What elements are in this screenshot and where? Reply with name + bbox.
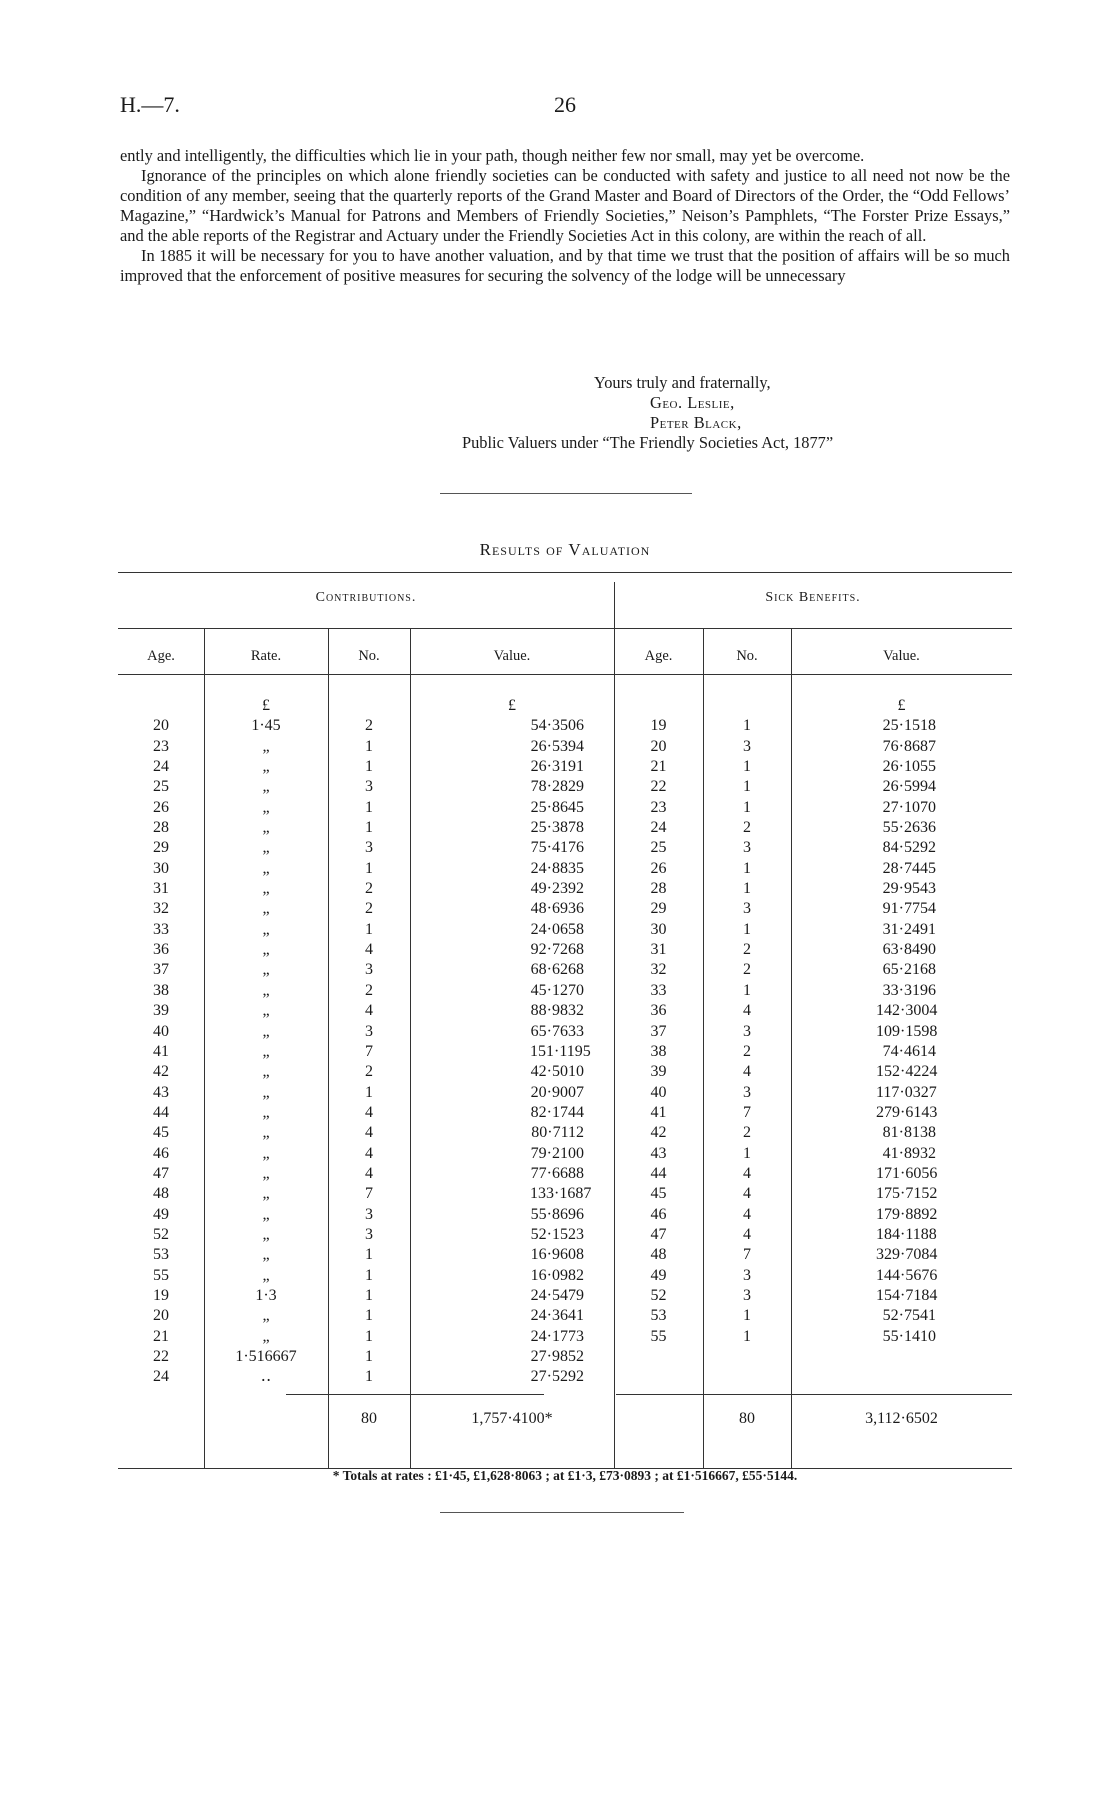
contrib-age-cell: 53 (153, 1246, 169, 1264)
sick-value-cell: 91·7754 (882, 900, 936, 918)
contrib-age-cell: 20 (153, 1307, 169, 1325)
contrib-value-cell: 42·5010 (530, 1063, 584, 1081)
contrib-rate-cell: „ (262, 1083, 270, 1101)
sick-value-cell: 154·7184 (876, 1286, 938, 1304)
value-currency: £ (508, 697, 516, 714)
sick-value-cells (876, 716, 938, 1347)
sick-age-cell: 26 (650, 859, 667, 877)
contrib-no-cell: 2 (365, 880, 373, 898)
contrib-rate-column (204, 696, 328, 1388)
contrib-rate-cell: „ (262, 920, 270, 938)
sick-value-cell: 41·8932 (882, 1144, 936, 1162)
header-no: No. (358, 648, 380, 664)
sick-age-cell: 23 (650, 798, 667, 816)
contrib-no-cell: 7 (365, 1185, 373, 1203)
contrib-total-no: 80 (361, 1410, 377, 1427)
contrib-rate-cell: 1·45 (251, 717, 281, 735)
contrib-no-cell: 4 (365, 1002, 373, 1020)
sick-no-cell: 3 (743, 839, 751, 857)
contrib-rate-cell: „ (262, 1103, 270, 1121)
contrib-rate-cell: „ (262, 981, 270, 999)
sick-age-cell: 36 (650, 1002, 667, 1020)
sick-value-cell: 279·6143 (876, 1103, 938, 1121)
sick-value-cell: 117·0327 (876, 1083, 937, 1101)
subheader-rule (118, 674, 1012, 675)
contrib-age-cell: 28 (153, 819, 169, 837)
sick-age-cell: 25 (650, 839, 667, 857)
contrib-age-cell: 46 (153, 1144, 169, 1162)
contrib-no-cell: 4 (365, 941, 373, 959)
body-text (120, 146, 1010, 286)
contrib-rate-cell: „ (262, 1266, 270, 1284)
sick-no-cell: 1 (743, 717, 751, 735)
sick-age-cell: 55 (650, 1327, 667, 1345)
contrib-rate-cell: „ (262, 1185, 270, 1203)
contrib-value-cell: 92·7268 (530, 941, 584, 959)
page-number: 26 (554, 92, 576, 117)
sick-age-cell: 20 (650, 737, 667, 755)
contrib-no-cell: 1 (365, 798, 373, 816)
contrib-age-cell: 55 (153, 1266, 169, 1284)
contrib-rate-cell: „ (262, 798, 270, 816)
contrib-value-cell: 24·8835 (530, 859, 584, 877)
sick-no-cell: 3 (743, 1266, 751, 1284)
header-age-2: Age. (644, 648, 673, 664)
contrib-no-cell: 1 (365, 859, 373, 877)
paragraph-2: Ignorance of the principles on which alone friendly societies can be conducted with safety and justice to all need not now be the condition of any member, seeing that the quarterly reports of the Grand Master and Board of Directors of the Order, the “Odd Fellows’ Magazine,” “Hardwick’s Manual for Patrons and Members of Friendly Societies,” Neison’s Pamphlets, “The Forster Prize Essays,” and the able reports of the Registrar and Actuary under the Friendly Societies Act in this colony, are within the reach of all. (120, 166, 1010, 245)
contrib-rate-cell: „ (262, 778, 270, 796)
contrib-rate-cell: ‥ (260, 1368, 272, 1386)
header-value: Value. (493, 648, 531, 664)
sick-value-cell: 81·8138 (882, 1124, 936, 1142)
sick-age-cell: 37 (650, 1022, 667, 1040)
contrib-rate-cell: „ (262, 1327, 270, 1345)
contrib-age-cell: 38 (153, 981, 169, 999)
contrib-rate-cell: „ (262, 880, 270, 898)
sick-age-cell: 24 (650, 819, 667, 837)
contrib-value-cell: 77·6688 (530, 1164, 584, 1182)
contrib-value-cell: 88·9832 (530, 1002, 584, 1020)
contrib-value-cell: 27·5292 (530, 1368, 584, 1386)
sick-no-cell: 1 (743, 1307, 751, 1325)
contrib-rate-cell: „ (262, 1225, 270, 1243)
contrib-age-cell: 52 (153, 1225, 169, 1243)
sick-no-cell: 7 (743, 1246, 751, 1264)
sick-age-cell: 42 (650, 1124, 667, 1142)
sick-total-value: 3,112·6502 (865, 1410, 938, 1427)
sick-no-cell: 4 (743, 1164, 751, 1182)
contrib-no-cell: 1 (365, 1348, 373, 1365)
contrib-value-cell: 65·7633 (530, 1022, 584, 1040)
sick-total-rule (616, 1394, 1012, 1395)
contrib-value-cell: 79·2100 (530, 1144, 584, 1162)
sick-value-cell: 26·5994 (882, 778, 936, 796)
contrib-rate-cell: „ (262, 1164, 270, 1182)
sick-no-cell: 1 (743, 981, 751, 999)
contrib-no-cell: 4 (365, 1164, 373, 1182)
contrib-no-cell: 4 (365, 1144, 373, 1162)
contrib-no-cell: 1 (365, 1083, 373, 1101)
sick-no-cell: 4 (743, 1063, 751, 1081)
contrib-rate-cell: „ (262, 1205, 270, 1223)
contrib-value-cell: 24·3641 (530, 1307, 584, 1325)
sick-age-cell: 52 (650, 1286, 667, 1304)
contrib-no-cell: 1 (365, 1246, 373, 1264)
sick-age-column (614, 696, 703, 1347)
contrib-value-cells (530, 716, 592, 1387)
contrib-age-cell: 29 (153, 839, 169, 857)
contrib-no-cell: 1 (365, 758, 373, 776)
contrib-age-cell: 41 (153, 1042, 169, 1060)
contrib-rate-cell: „ (262, 1042, 270, 1060)
contrib-rate-cell: „ (262, 1063, 270, 1081)
paragraph-3: In 1885 it will be necessary for you to have another valuation, and by that time we trust that the position of affairs will be so much improved that the enforcement of positive measures for securing the solvency of the lodge will be unnecessary (120, 246, 1010, 285)
sick-value-cell: 27·1070 (882, 798, 936, 816)
contrib-age-cell: 49 (153, 1205, 169, 1223)
contrib-age-column (118, 696, 204, 1388)
contrib-age-cell: 24 (153, 1368, 169, 1386)
sick-no-cell: 3 (743, 1286, 751, 1304)
contrib-age-cell: 37 (153, 961, 169, 979)
contrib-age-cell: 31 (153, 880, 169, 898)
sick-no-cell: 3 (743, 1083, 751, 1101)
contrib-total-rule (286, 1394, 544, 1395)
contrib-age-cell: 26 (153, 798, 169, 816)
sick-no-cell: 2 (743, 941, 751, 959)
sick-age-cell: 32 (650, 961, 667, 979)
contrib-total-value: 1,757·4100* (471, 1410, 553, 1427)
contrib-age-cell: 36 (153, 941, 169, 959)
contrib-value-column (410, 696, 614, 716)
sick-value-column (791, 696, 1012, 716)
sick-no-cell: 1 (743, 758, 751, 776)
contrib-no-cell: 3 (365, 1205, 373, 1223)
contrib-rate-cell: 1·3 (255, 1286, 277, 1304)
contrib-age-cell: 44 (153, 1103, 169, 1121)
sick-age-cell: 53 (650, 1307, 667, 1325)
sick-no-cell: 7 (743, 1103, 751, 1121)
signer-title: Public Valuers under “The Friendly Societies Act, 1877” (462, 433, 834, 452)
contrib-no-cell: 3 (365, 1022, 373, 1040)
rate-currency: £ (262, 697, 270, 714)
sick-age-cell: 30 (650, 920, 667, 938)
contrib-value-cell: 82·1744 (530, 1103, 584, 1121)
contrib-value-cell: 24·0658 (530, 920, 584, 938)
sick-age-cell: 47 (650, 1225, 667, 1243)
sick-no-cell: 2 (743, 819, 751, 837)
contrib-age-cell: 47 (153, 1164, 169, 1182)
sick-age-cell: 33 (650, 981, 667, 999)
contrib-rate-cell: „ (262, 737, 270, 755)
contrib-no-cell: 7 (365, 1042, 373, 1060)
contrib-age-cell: 39 (153, 1002, 169, 1020)
sick-value-cell: 329·7084 (876, 1246, 938, 1264)
contrib-no-cell: 2 (365, 900, 373, 918)
sick-age-cell: 49 (650, 1266, 667, 1284)
contrib-value-cell: 68·6268 (530, 961, 584, 979)
sick-age-cell: 19 (650, 717, 667, 735)
contrib-no-cell: 3 (365, 1225, 373, 1243)
signer-1: Geo. Leslie, (650, 393, 735, 412)
paragraph-1: ently and intelligently, the difficulties which lie in your path, though neither few nor small, may yet be overcome. (120, 146, 865, 165)
sick-value-cell: 25·1518 (882, 717, 936, 735)
sick-no-cell: 4 (743, 1225, 751, 1243)
sick-age-cell: 44 (650, 1164, 667, 1182)
contrib-value-cell: 54·3506 (530, 717, 584, 735)
contrib-age-cell: 25 (153, 778, 169, 796)
divider-top (440, 493, 692, 494)
sick-age-cell: 29 (650, 900, 667, 918)
sick-no-cell: 4 (743, 1185, 751, 1203)
contrib-age-cell: 45 (153, 1124, 169, 1142)
sick-no-cell: 3 (743, 1022, 751, 1040)
header-value-2: Value. (883, 648, 920, 664)
sick-age-cell: 28 (650, 880, 667, 898)
sick-no-cell: 1 (743, 1144, 751, 1162)
sick-no-cell: 1 (743, 798, 751, 816)
contrib-age-cell: 20 (153, 717, 169, 735)
contrib-age-cell: 22 (153, 1348, 169, 1365)
contrib-rate-cell: 1·516667 (235, 1348, 297, 1365)
sick-no-cell: 4 (743, 1205, 751, 1223)
sick-no-cell: 1 (743, 920, 751, 938)
sick-value-cell: 28·7445 (882, 859, 936, 877)
contrib-age-cell: 43 (153, 1083, 169, 1101)
contrib-rate-cell: „ (262, 1144, 270, 1162)
divider-bottom (440, 1512, 684, 1513)
sick-age-cell: 40 (650, 1083, 667, 1101)
contrib-rate-cell: „ (262, 1307, 270, 1325)
contrib-age-cell: 40 (153, 1022, 169, 1040)
contrib-rate-cell: „ (262, 758, 270, 776)
contrib-value-cell: 49·2392 (530, 880, 584, 898)
sick-value-cell: 55·2636 (882, 819, 936, 837)
sick-age-cell: 38 (650, 1042, 667, 1060)
sick-value-cell: 109·1598 (876, 1022, 938, 1040)
contrib-no-cell: 4 (365, 1103, 373, 1121)
sick-no-cell: 2 (743, 961, 751, 979)
sick-no-cell: 1 (743, 778, 751, 796)
sick-no-cell: 1 (743, 1327, 751, 1345)
sick-value-cell: 31·2491 (882, 920, 936, 938)
sick-no-cell: 4 (743, 1002, 751, 1020)
contrib-age-cell: 48 (153, 1185, 169, 1203)
sick-no-cell: 2 (743, 1042, 751, 1060)
sick-age-cell: 46 (650, 1205, 667, 1223)
signature-block (120, 373, 1010, 453)
contrib-no-cell: 1 (365, 1266, 373, 1284)
contrib-age-cell: 33 (153, 920, 169, 938)
sick-no-cell: 1 (743, 859, 751, 877)
header-rate: Rate. (250, 648, 282, 664)
sick-value-cell: 142·3004 (876, 1002, 938, 1020)
contrib-value-cell: 16·9608 (530, 1246, 584, 1264)
sick-value-cell: 179·8892 (876, 1205, 938, 1223)
page-header (120, 92, 1010, 122)
sick-value-cell: 152·4224 (876, 1063, 938, 1081)
contrib-rate-cell: „ (262, 1002, 270, 1020)
contributions-heading: Contributions. (315, 590, 417, 605)
contrib-value-cell: 24·5479 (530, 1286, 584, 1304)
sick-total-no: 80 (739, 1410, 755, 1427)
valuation-table (118, 572, 1012, 1472)
contrib-age-cell: 30 (153, 859, 169, 877)
contrib-value-cell: 55·8696 (530, 1205, 584, 1223)
sick-age-cell: 43 (650, 1144, 667, 1162)
sick-value-cell: 76·8687 (882, 737, 936, 755)
contrib-age-cell: 19 (153, 1286, 169, 1304)
contrib-value-cell: 78·2829 (530, 778, 584, 796)
sick-value-cell: 26·1055 (882, 758, 936, 776)
contrib-rate-cell: „ (262, 839, 270, 857)
contrib-rate-cell: „ (262, 941, 270, 959)
sick-no-cell: 1 (743, 880, 751, 898)
table-title: Results of Valuation (479, 540, 651, 559)
contrib-no-cell: 1 (365, 1327, 373, 1345)
contrib-age-cell: 42 (153, 1063, 169, 1081)
contrib-value-cell: 48·6936 (530, 900, 584, 918)
contrib-value-cell: 25·3878 (530, 819, 584, 837)
sick-age-cell: 39 (650, 1063, 667, 1081)
contrib-value-cell: 26·3191 (530, 758, 584, 776)
contrib-value-cell: 26·5394 (530, 737, 584, 755)
contrib-no-cell: 2 (365, 717, 373, 735)
sick-benefits-heading: Sick Benefits. (765, 590, 861, 605)
contrib-value-cell: 27·9852 (530, 1348, 584, 1365)
contrib-value-cell: 45·1270 (530, 981, 584, 999)
sick-value-cell: 55·1410 (882, 1327, 936, 1345)
contrib-no-cell: 3 (365, 778, 373, 796)
sick-age-cell: 31 (650, 941, 667, 959)
sick-age-cell: 21 (650, 758, 667, 776)
signature-closing: Yours truly and fraternally, (594, 373, 771, 392)
contrib-rate-cell: „ (262, 1246, 270, 1264)
contrib-value-cell: 133·1687 (530, 1185, 592, 1203)
contrib-value-cell: 16·0982 (530, 1266, 584, 1284)
contrib-value-cell: 52·1523 (530, 1225, 584, 1243)
sick-age-cell: 48 (650, 1246, 667, 1264)
signer-2: Peter Black, (650, 413, 742, 432)
contrib-no-cell: 2 (365, 1063, 373, 1081)
header-no-2: No. (736, 648, 758, 664)
footnote: * Totals at rates : £1·45, £1,628·8063 ; at £1·3, £73·0893 ; at £1·516667, £55·5144. (332, 1468, 798, 1483)
contrib-value-cell: 75·4176 (530, 839, 584, 857)
header-rule (118, 628, 1012, 629)
contrib-no-column (328, 696, 410, 1388)
sick-value-cell: 171·6056 (876, 1164, 938, 1182)
contrib-no-cell: 3 (365, 839, 373, 857)
contrib-no-cell: 2 (365, 981, 373, 999)
contrib-age-cell: 21 (153, 1327, 169, 1345)
contrib-no-cell: 4 (365, 1124, 373, 1142)
sick-value-cell: 184·1188 (876, 1225, 937, 1243)
contrib-value-cell: 80·7112 (531, 1124, 584, 1142)
sick-value-cell: 65·2168 (882, 961, 936, 979)
contrib-value-cell: 20·9007 (530, 1083, 584, 1101)
contrib-no-cell: 1 (365, 920, 373, 938)
table-top-rule (118, 572, 1012, 573)
contrib-no-cell: 1 (365, 1286, 373, 1304)
contrib-rate-cell: „ (262, 900, 270, 918)
contrib-no-cell: 1 (365, 737, 373, 755)
sick-value-cell: 29·9543 (882, 880, 936, 898)
contrib-value-cell: 24·1773 (530, 1327, 584, 1345)
sick-value-cell: 175·7152 (876, 1185, 938, 1203)
sick-age-cell: 22 (650, 778, 667, 796)
contrib-age-cell: 24 (153, 758, 169, 776)
contrib-no-cell: 1 (365, 1368, 373, 1386)
contrib-rate-cell: „ (262, 859, 270, 877)
contrib-rate-cell: „ (262, 819, 270, 837)
sick-no-cell: 2 (743, 1124, 751, 1142)
sick-value-currency: £ (897, 697, 906, 714)
contrib-no-cell: 3 (365, 961, 373, 979)
col-divider-5 (791, 628, 792, 1468)
sick-no-column (703, 696, 791, 1347)
contrib-age-cell: 32 (153, 900, 169, 918)
sick-value-cell: 52·7541 (882, 1307, 936, 1325)
sick-no-cell: 3 (743, 737, 751, 755)
sick-value-cell: 84·5292 (882, 839, 936, 857)
contrib-age-cell: 23 (153, 737, 169, 755)
sick-value-cell: 144·5676 (876, 1266, 938, 1284)
contrib-value-cell: 25·8645 (530, 798, 584, 816)
sick-value-cell: 63·8490 (882, 941, 936, 959)
sick-value-cell: 74·4614 (882, 1042, 936, 1060)
contrib-value-cell: 151·1195 (530, 1042, 591, 1060)
header-age: Age. (147, 648, 175, 664)
contrib-rate-cell: „ (262, 1124, 270, 1142)
col-divider-3 (410, 628, 411, 1468)
sick-value-cell: 33·3196 (882, 981, 936, 999)
sick-no-cell: 3 (743, 900, 751, 918)
contrib-no-cell: 1 (365, 1307, 373, 1325)
contrib-rate-cell: „ (262, 961, 270, 979)
sick-age-cell: 41 (650, 1103, 667, 1121)
sick-age-cell: 45 (650, 1185, 667, 1203)
contrib-rate-cell: „ (262, 1022, 270, 1040)
page-id: H.—7. (120, 92, 180, 117)
contrib-no-cell: 1 (365, 819, 373, 837)
